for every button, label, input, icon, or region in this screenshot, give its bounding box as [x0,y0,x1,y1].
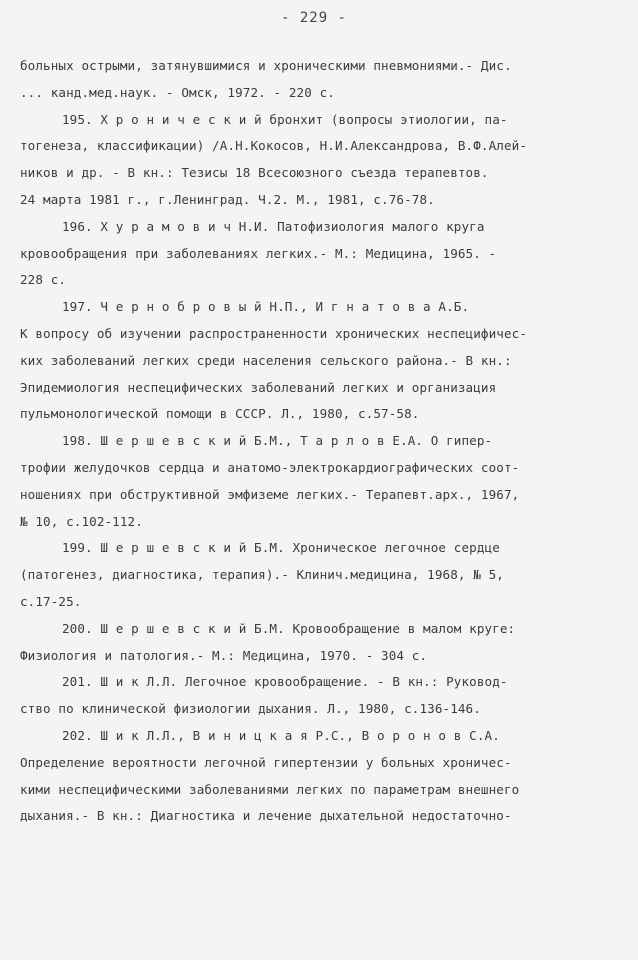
text-line: К вопросу об изучении распространенности хронических неспецифичес- [20,325,528,341]
page-number: - 229 - [280,10,347,26]
text-line: 199. Ш е р ш е в с к и й Б.М. Хроническое легочное сердце [62,540,500,556]
text-line: трофии желудочков сердца и анатомо-электрокардиографических соот- [20,459,520,475]
text-line: кими неспецифическими заболеваниями легких по параметрам внешнего [20,781,520,797]
text-line: Физиология и патология.- М.: Медицина, 1970. - 304 с. [20,647,428,663]
text-line: ников и др. - В кн.: Тезисы 18 Всесоюзного съезда терапевтов. [20,165,489,181]
text-line: ство по клинической физиологии дыхания. Л., 1980, с.136-146. [20,701,481,717]
text-line: 202. Ш и к Л.Л., В и н и ц к а я Р.С., В о р о н о в С.А. [62,727,500,743]
text-line: тогенеза, классификации) /А.Н.Кокосов, Н.И.Александрова, В.Ф.Алей- [20,138,528,154]
text-line: дыхания.- В кн.: Диагностика и лечение дыхательной недостаточно- [20,808,512,824]
text-line: ... канд.мед.наук. - Омск, 1972. - 220 с. [20,84,335,100]
text-line: 195. Х р о н и ч е с к и й бронхит (вопросы этиологии, па- [62,111,508,127]
text-line: 196. Х у р а м о в и ч Н.И. Патофизиология малого круга [62,218,485,234]
text-line: Эпидемиология неспецифических заболеваний легких и организация [20,379,497,395]
bibliography-text [20,53,608,830]
text-line: 24 марта 1981 г., г.Ленинград. Ч.2. М., 1981, с.76-78. [20,191,435,207]
text-line: 200. Ш е р ш е в с к и й Б.М. Кровообращение в малом круге: [62,620,516,636]
text-line: Определение вероятности легочной гипертензии у больных хроничес- [20,754,512,770]
text-line: (патогенез, диагностика, терапия).- Клинич.медицина, 1968, № 5, [20,567,504,583]
text-line: 197. Ч е р н о б р о в ы й Н.П., И г н а т о в а А.Б. [62,299,470,315]
text-line: 201. Ш и к Л.Л. Легочное кровообращение. - В кн.: Руковод- [62,674,508,690]
text-line: ких заболеваний легких среди населения сельского района.- В кн.: [20,352,512,368]
text-line: больных острыми, затянувшимися и хроническими пневмониями.- Дис. [20,58,512,73]
text-line: с.17-25. [20,593,82,609]
text-line: кровообращения при заболеваниях легких.- М.: Медицина, 1965. - [20,245,497,261]
text-line: 198. Ш е р ш е в с к и й Б.М., Т а р л о в Е.А. О гипер- [62,433,493,449]
text-line: ношениях при обструктивной эмфиземе легких.- Терапевт.арх., 1967, [20,486,520,502]
text-line: 228 с. [20,272,67,288]
text-line: пульмонологической помощи в СССР. Л., 1980, с.57-58. [20,406,420,422]
text-line: № 10, с.102-112. [20,513,143,529]
